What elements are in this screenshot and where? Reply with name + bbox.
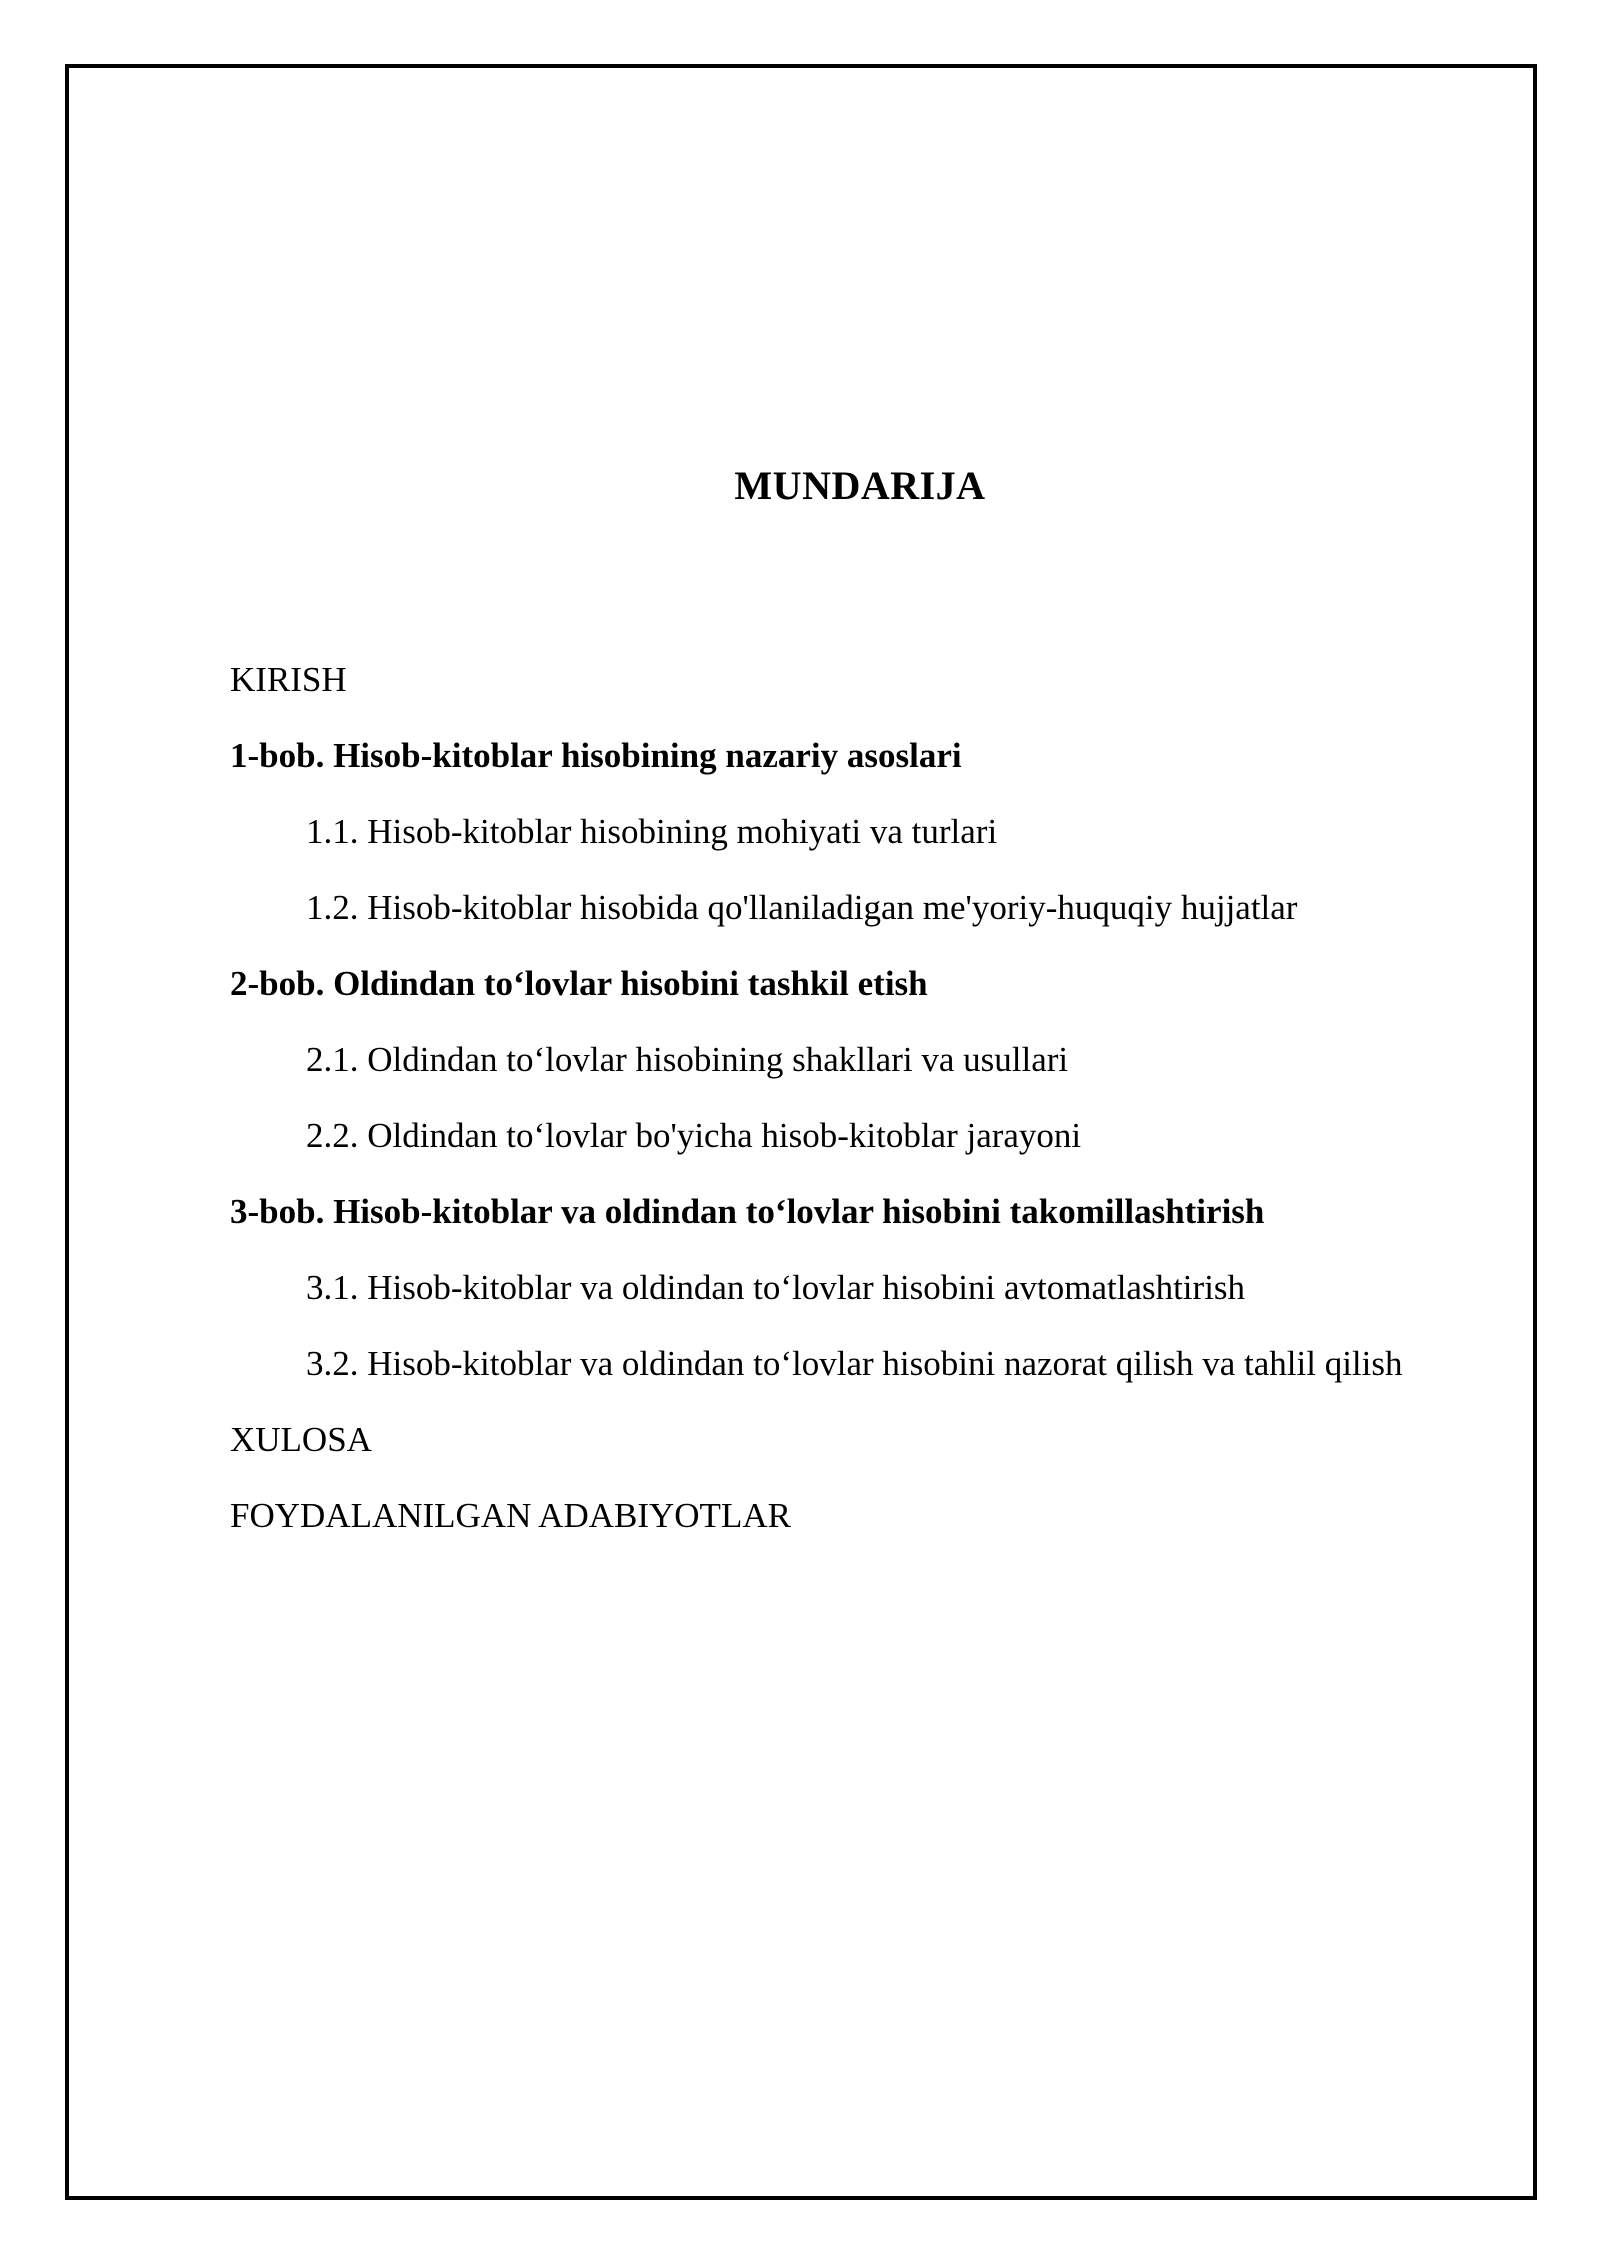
table-of-contents (230, 642, 1403, 1554)
toc-chapter-2: 2-bob. Oldindan to‘lovlar hisobini tashkil etish (230, 964, 928, 1003)
toc-section-1-2: 1.2. Hisob-kitoblar hisobida qo'llaniladigan me'yoriy-huquqiy hujjatlar (306, 888, 1298, 927)
toc-chapter-3: 3-bob. Hisob-kitoblar va oldindan to‘lovlar hisobini takomillashtirish (230, 1192, 1265, 1231)
toc-section-3-2: 3.2. Hisob-kitoblar va oldindan to‘lovlar hisobini nazorat qilish va tahlil qilish (306, 1344, 1403, 1383)
toc-section-3-1: 3.1. Hisob-kitoblar va oldindan to‘lovlar hisobini avtomatlashtirish (306, 1268, 1246, 1307)
toc-chapter-1: 1-bob. Hisob-kitoblar hisobining nazariy asoslari (230, 736, 962, 775)
toc-item-introduction: KIRISH (230, 660, 347, 699)
page-title: MUNDARIJA (734, 463, 986, 508)
toc-section-2-1: 2.1. Oldindan to‘lovlar hisobining shakllari va usullari (306, 1040, 1069, 1079)
toc-section-2-2: 2.2. Oldindan to‘lovlar bo'yicha hisob-kitoblar jarayoni (306, 1116, 1082, 1155)
toc-section-1-1: 1.1. Hisob-kitoblar hisobining mohiyati va turlari (306, 812, 998, 851)
toc-item-references: FOYDALANILGAN ADABIYOTLAR (230, 1496, 791, 1535)
toc-item-conclusion: XULOSA (230, 1420, 372, 1459)
